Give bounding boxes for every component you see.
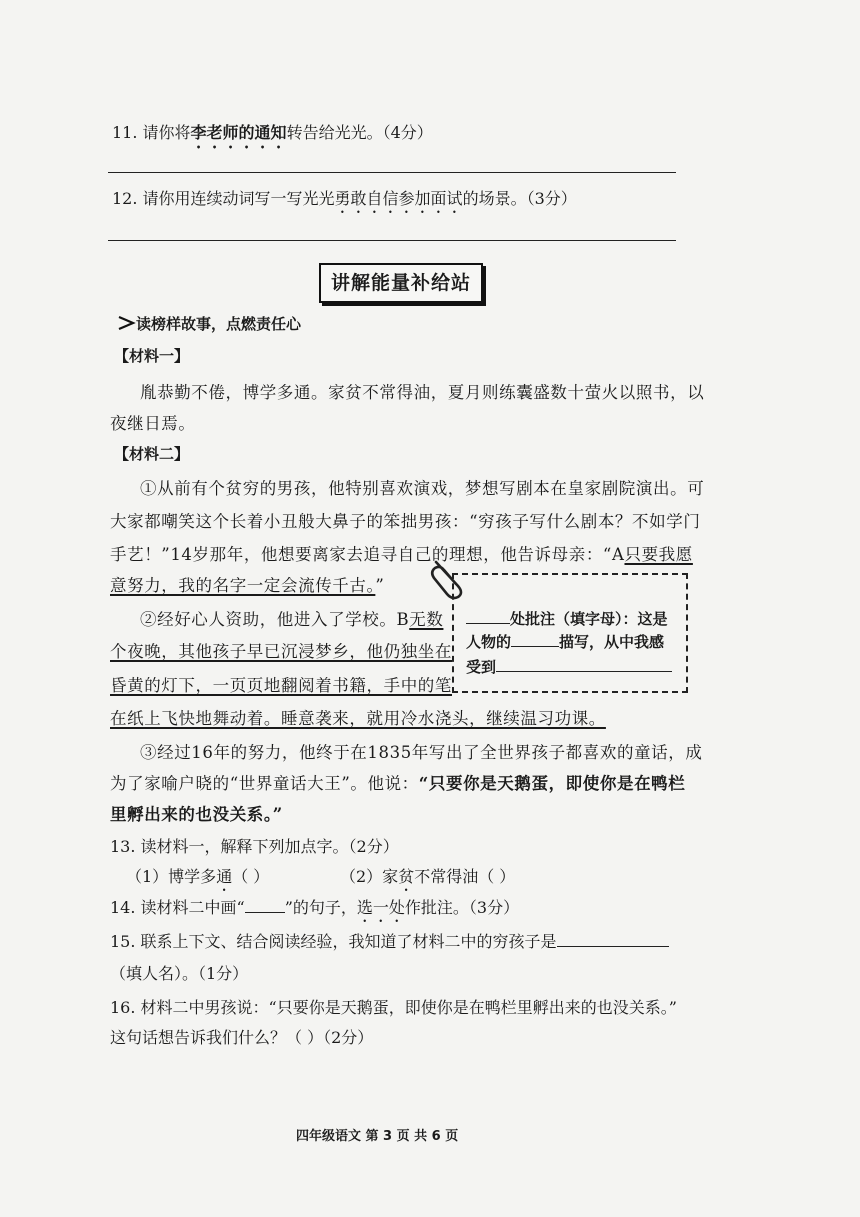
underlined-sentence-b: 昏黄的灯下，一页页地翻阅着书籍，手中的笔 xyxy=(110,676,452,695)
material-2-line: 大家都嘲笑这个长着小丑般大鼻子的笨拙男孩：“穷孩子写什么剧本？不如学门 xyxy=(110,512,701,531)
subheading: 读榜样故事，点燃责任心 xyxy=(116,313,301,334)
question-15-line-2: （填人名）。（1分） xyxy=(110,964,249,983)
dotted-text: 李老师的通知 xyxy=(190,123,287,142)
question-11: 11. 请你将李老师的通知转告给光光。（4分） xyxy=(112,123,433,142)
material-2-line: ①从前有个贫穷的男孩，他特别喜欢演戏，梦想写剧本在皇家剧院演出。可 xyxy=(140,479,705,498)
material-1-line: 夜继日焉。 xyxy=(110,414,196,433)
feeling-blank[interactable] xyxy=(496,657,672,672)
description-blank[interactable] xyxy=(511,632,559,647)
dotted-char: 贫 xyxy=(398,867,415,886)
underlined-sentence-b: 在纸上飞快地舞动着。睡意袭来，就用冷水浇头，继续温习功课。 xyxy=(110,709,606,728)
dotted-char: 通 xyxy=(216,867,233,886)
dotted-text: 选一处 xyxy=(356,898,405,917)
quote-text: “只要你是天鹅蛋，即使你是在鸭栏 xyxy=(418,774,686,793)
answer-line-11[interactable] xyxy=(108,172,676,173)
section-title: 讲解能量补给站 xyxy=(319,263,483,303)
annotation-line: 处批注（填字母）：这是 xyxy=(466,608,668,629)
material-2-line: 意努力，我的名字一定会流传千古。” xyxy=(110,576,385,595)
material-2-line: ③经过16年的努力，他终于在1835年写出了全世界孩子都喜欢的童话，成 xyxy=(140,743,703,762)
material-1-line: 胤恭勤不倦，博学多通。家贫不常得油，夏月则练囊盛数十萤火以照书，以 xyxy=(140,383,705,402)
question-16-line-2: 这句话想告诉我们什么？（ ）（2分） xyxy=(110,1028,374,1047)
underlined-sentence-b: 无数 xyxy=(409,610,444,629)
answer-paren[interactable]: （ ） xyxy=(232,867,270,886)
question-15: 15. 联系上下文、结合阅读经验，我知道了材料二中的穷孩子是 xyxy=(110,929,669,952)
question-14: 14. 读材料二中画“ ”的句子，选一处作批注。（3分） xyxy=(110,898,520,917)
material-2-label: 【材料二】 xyxy=(114,445,190,463)
question-12: 12. 请你用连续动词写一写光光勇敢自信参加面试的场景。（3分） xyxy=(112,189,577,208)
letter-blank[interactable] xyxy=(466,609,510,624)
name-blank[interactable] xyxy=(557,932,669,947)
material-2-line: 为了家喻户晓的“世界童话大王”。他说：“只要你是天鹅蛋，即使你是在鸭栏 xyxy=(110,774,686,793)
underlined-sentence-a: 意努力，我的名字一定会流传千古。 xyxy=(110,576,376,595)
arrow-icon xyxy=(116,315,136,331)
underlined-sentence-b: 个夜晚，其他孩子早已沉浸梦乡，他仍独坐在 xyxy=(110,642,452,661)
material-2-line: ②经好心人资助，他进入了学校。B无数 xyxy=(140,610,444,629)
answer-paren[interactable]: 不常得油（ ） xyxy=(414,867,516,886)
answer-line-12[interactable] xyxy=(108,240,676,241)
page-footer: 四年级语文 第 3 页 共 6 页 xyxy=(296,1129,459,1144)
question-13: 13. 读材料一，解释下列加点字。（2分） xyxy=(110,837,399,856)
question-13-item-1: （1）博学多通（ ） xyxy=(126,867,270,886)
underlined-sentence-a: 只要我愿 xyxy=(624,545,693,564)
question-16: 16. 材料二中男孩说：“只要你是天鹅蛋，即使你是在鸭栏里孵出来的也没关系。” xyxy=(110,998,677,1017)
question-13-item-2: （2）家贫不常得油（ ） xyxy=(340,867,516,886)
dotted-text: 勇敢自信参加面试 xyxy=(334,189,463,208)
material-2-line: 手艺！”14岁那年，他想要离家去追寻自己的理想，他告诉母亲：“A只要我愿 xyxy=(110,545,693,564)
material-1-label: 【材料一】 xyxy=(114,347,190,365)
annotation-line: 人物的 描写，从中我感 xyxy=(466,633,665,651)
quote-text: 里孵出来的也没关系。” xyxy=(110,805,283,824)
underline-mark xyxy=(245,900,285,913)
annotation-line: 受到 xyxy=(466,656,672,677)
